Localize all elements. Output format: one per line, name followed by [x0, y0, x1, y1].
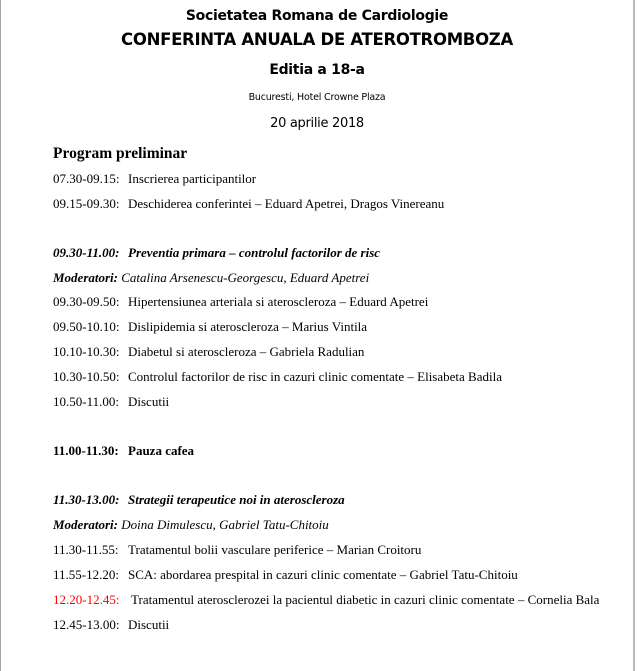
row-time: 09.50-10.10: [53, 319, 120, 334]
schedule-row [53, 567, 518, 583]
row-time: 12.45-13.00: [53, 617, 120, 632]
schedule-row [53, 171, 256, 187]
row-description: Hipertensiunea arteriala si ateroscleroza – Eduard Apetrei [128, 294, 429, 309]
session-time: 09.30-11.00: [53, 245, 120, 260]
schedule-row [53, 196, 444, 212]
session-title: Preventia primara – controlul factorilor de risc [128, 245, 381, 260]
session-time: 11.30-13.00: [53, 492, 120, 507]
row-time: 10.30-10.50: [53, 369, 120, 384]
row-time: 07.30-09.15: [53, 171, 120, 186]
row-description: Discutii [128, 394, 170, 409]
break-row [53, 443, 194, 459]
row-time: 09.30-09.50: [53, 294, 120, 309]
moderators-names: Catalina Arsenescu-Georgescu, Eduard Apetrei [121, 270, 370, 285]
conference-title: CONFERINTA ANUALA DE ATEROTROMBOZA [121, 30, 513, 49]
schedule-row [53, 294, 428, 310]
schedule-row [53, 369, 502, 385]
schedule-row [53, 394, 169, 410]
row-time: 10.10-10.30: [53, 344, 120, 359]
row-time: 09.15-09.30: [53, 196, 120, 211]
row-description: Controlul factorilor de risc in cazuri clinic comentate – Elisabeta Badila [128, 369, 502, 384]
row-description: Diabetul si ateroscleroza – Gabriela Radulian [128, 344, 365, 359]
edition-label: Editia a 18-a [269, 62, 365, 78]
moderators-label: Moderatori: [53, 517, 118, 532]
schedule-row [53, 617, 169, 633]
moderators-names: Doina Dimulescu, Gabriel Tatu-Chitoiu [121, 517, 329, 532]
session-header [53, 492, 345, 508]
schedule-row [53, 319, 367, 335]
event-date: 20 aprilie 2018 [270, 116, 364, 131]
schedule-row [53, 344, 364, 360]
row-time: 11.30-11.55: [53, 542, 119, 557]
schedule-row-highlighted [53, 592, 599, 608]
session-header [53, 245, 380, 261]
moderators-row [53, 270, 369, 286]
row-description: Tratamentul aterosclerozei la pacientul diabetic in cazuri clinic comentate – Cornelia Bala [131, 592, 600, 607]
row-description: Inscrierea participantilor [128, 171, 257, 186]
row-description: SCA: abordarea prespital in cazuri clinic comentate – Gabriel Tatu-Chitoiu [128, 567, 518, 582]
row-time: 11.00-11.30: [53, 443, 119, 458]
row-description: Discutii [128, 617, 170, 632]
organization-name: Societatea Romana de Cardiologie [185, 8, 449, 24]
row-time: 11.55-12.20: [53, 567, 119, 582]
schedule-row [53, 542, 421, 558]
row-description: Pauza cafea [128, 443, 195, 458]
moderators-label: Moderatori: [53, 270, 118, 285]
program-title: Program preliminar [53, 145, 188, 162]
row-time: 10.50-11.00: [53, 394, 119, 409]
row-description: Dislipidemia si ateroscleroza – Marius Vintila [128, 319, 368, 334]
row-time-highlighted: 12.20-12.45: [53, 592, 120, 607]
moderators-row [53, 517, 329, 533]
row-description: Deschiderea conferintei – Eduard Apetrei, Dragos Vinereanu [128, 196, 445, 211]
venue-label: Bucuresti, Hotel Crowne Plaza [248, 92, 386, 103]
session-title: Strategii terapeutice noi in ateroscleroza [128, 492, 345, 507]
row-description: Tratamentul bolii vasculare periferice – Marian Croitoru [128, 542, 422, 557]
